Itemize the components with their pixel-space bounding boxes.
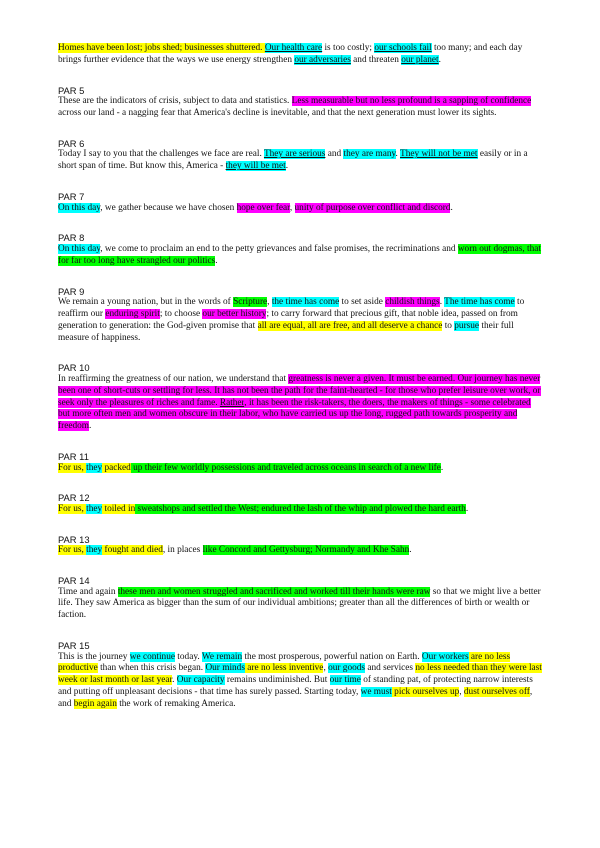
- paragraph-text: [58, 545, 542, 557]
- text-run: ,: [267, 297, 272, 308]
- highlighted-phrase: dust ourselves off: [463, 687, 530, 698]
- highlighted-phrase: enduring spirit: [105, 308, 160, 319]
- text-run: their full measure of happiness.: [58, 320, 514, 343]
- highlighted-phrase: pick ourselves up: [391, 687, 460, 698]
- paragraph-heading: PAR 13: [58, 533, 90, 545]
- text-run: and: [325, 149, 344, 160]
- text-run: .: [409, 545, 412, 556]
- paragraph-text: [58, 297, 542, 344]
- highlighted-phrase: worn out dogmas, that for far too long have strangled our politics: [58, 243, 541, 266]
- paragraph-heading: PAR 9: [58, 285, 85, 297]
- highlighted-phrase: they are many: [343, 149, 396, 160]
- text-run: Time and again: [58, 586, 118, 597]
- highlighted-phrase: fought and died: [102, 545, 163, 556]
- text-run: remains undiminished. But: [224, 675, 330, 686]
- highlighted-phrase: than they were last week or last month or last year: [58, 663, 542, 686]
- paragraph-block: [58, 286, 542, 345]
- paragraph-text: [58, 244, 542, 268]
- paragraph-heading: PAR 12: [58, 492, 90, 504]
- highlighted-phrase: We remain: [201, 651, 243, 662]
- highlighted-phrase: For us,: [58, 462, 87, 473]
- highlighted-phrase: our planet: [401, 54, 439, 65]
- paragraph-block: [58, 191, 542, 214]
- highlighted-phrase: The time has come: [444, 297, 515, 308]
- paragraph-text: [58, 149, 542, 173]
- highlighted-phrase: begin again: [73, 698, 117, 709]
- highlighted-phrase: our time: [329, 675, 361, 686]
- highlighted-phrase: On this day: [58, 202, 101, 213]
- highlighted-phrase: no less needed: [415, 663, 470, 674]
- highlighted-phrase: we continue: [129, 651, 175, 662]
- paragraph-block: [58, 85, 542, 120]
- highlighted-phrase: pursue: [454, 320, 480, 331]
- text-run: .: [465, 503, 469, 514]
- highlighted-phrase: they: [86, 545, 103, 556]
- highlighted-phrase: these men and women struggled and sacrificed and worked till their hands were raw: [117, 586, 431, 597]
- highlighted-phrase: Scripture: [233, 297, 268, 308]
- highlighted-phrase: For us,: [58, 503, 87, 514]
- paragraph-text: [58, 652, 542, 711]
- text-run: the work of remaking America.: [116, 698, 236, 709]
- text-run: ; to choose: [159, 308, 203, 319]
- text-run: to: [442, 320, 455, 331]
- paragraph-block: [58, 232, 542, 267]
- text-run: Today I say to you that the challenges we face are real.: [58, 149, 264, 160]
- text-run: .: [172, 675, 177, 686]
- text-run: , and: [58, 687, 533, 709]
- highlighted-phrase: On this day: [58, 243, 101, 254]
- highlighted-phrase: our adversaries: [294, 54, 351, 65]
- paragraph-block: [58, 492, 542, 515]
- text-run: so that we might live a better life. They saw America as bigger than the sum of our individual ambitions; greater than all the differences of birth or wealth or faction.: [58, 586, 541, 621]
- paragraph-heading: PAR 11: [58, 450, 89, 462]
- highlighted-phrase: hope over fear: [236, 202, 290, 213]
- highlighted-phrase: the time has come: [271, 297, 340, 308]
- highlighted-phrase: Rather: [219, 397, 245, 408]
- highlighted-phrase: our schools fail: [374, 43, 432, 53]
- highlighted-phrase: are no less productive: [58, 651, 511, 674]
- highlighted-phrase: They will not be met: [400, 149, 478, 160]
- highlighted-phrase: unity of purpose over conflict and discord: [294, 202, 451, 213]
- paragraph-heading: PAR 10: [58, 362, 90, 374]
- highlighted-phrase: They are serious: [263, 149, 326, 160]
- highlighted-phrase: all are equal, all are free, and all deserve a chance: [257, 320, 443, 331]
- text-run: In reaffirming the greatness of our nation, we understand that: [58, 373, 289, 384]
- highlighted-phrase: they: [86, 462, 103, 473]
- text-run: , in places: [162, 545, 203, 556]
- text-run: These are the indicators of crisis, subject to data and statistics.: [58, 96, 292, 107]
- text-run: We remain a young nation, but in the words of: [58, 297, 234, 308]
- text-run: .: [450, 202, 453, 213]
- highlighted-phrase: they: [86, 503, 103, 514]
- paragraph-heading: PAR 6: [58, 137, 85, 149]
- paragraph-heading: PAR 14: [58, 575, 90, 587]
- highlighted-phrase: we must: [360, 687, 392, 698]
- text-run: ; to carry forward that precious gift, that noble idea, passed on from generation to generation: the God-given promise that: [58, 308, 518, 331]
- paragraph-text: [58, 43, 542, 67]
- text-run: and threaten: [350, 54, 402, 65]
- paragraph-text: [58, 374, 542, 433]
- highlighted-phrase: childish things: [385, 297, 440, 308]
- text-run: .: [215, 255, 218, 266]
- highlighted-phrase: Homes have been lost; jobs shed; businesses shuttered.: [58, 43, 265, 53]
- text-run: ,: [459, 687, 464, 698]
- paragraph-text: [58, 463, 542, 475]
- text-run: This is the journey: [58, 651, 130, 662]
- text-run: .: [438, 54, 441, 65]
- highlighted-phrase: Our workers: [421, 651, 469, 662]
- text-run: easily or in a short span of time. But know this, America -: [58, 149, 528, 172]
- text-run: too many; and each day brings further evidence that the ways we use energy strengthen: [58, 43, 523, 65]
- paragraph-heading: PAR 7: [58, 190, 85, 202]
- text-run: to set aside: [339, 297, 386, 308]
- document-body: [58, 43, 542, 729]
- paragraph-text: [58, 504, 542, 516]
- highlighted-phrase: are no less inventive: [244, 663, 324, 674]
- paragraph-block: [58, 362, 542, 433]
- highlighted-phrase: Less measurable but no less profound is a sapping of confidence: [291, 96, 532, 107]
- paragraph-text: [58, 96, 542, 120]
- text-run: to reaffirm our: [58, 297, 525, 319]
- paragraph-heading: PAR 15: [58, 640, 90, 652]
- paragraph-heading: PAR 5: [58, 84, 85, 96]
- highlighted-phrase: Our capacity: [176, 675, 225, 686]
- text-run: .: [440, 462, 444, 473]
- text-run: , we come to proclaim an end to the petty grievances and false promises, the recriminations and: [100, 243, 458, 254]
- highlighted-phrase: greatness is never a given. It must be earned. Our journey has never been one of short-cuts or settling for less. It has not been the path for the faint-hearted - for those who prefer leisure over work, or seek only the pleasures of riches and fame.: [58, 373, 541, 408]
- paragraph-block: [58, 575, 542, 622]
- highlighted-phrase: toiled in: [102, 503, 136, 514]
- highlighted-phrase: up their few worldly possessions and traveled across oceans in search of a new life: [130, 462, 441, 473]
- paragraph-block: [58, 138, 542, 173]
- text-run: and services: [365, 663, 416, 674]
- paragraph-text: [58, 587, 542, 622]
- text-run: ,: [323, 663, 329, 674]
- paragraph-heading: PAR 8: [58, 232, 85, 244]
- text-run: across our land - a nagging fear that America's decline is inevitable, and that the next generation must lower its sights.: [58, 107, 497, 118]
- text-run: ,: [289, 202, 295, 213]
- text-run: of standing pat, of protecting narrow interests and putting off unpleasant decisions - that time has surely passed. Starting today,: [58, 675, 533, 698]
- paragraph-block: [58, 451, 542, 474]
- paragraph-block: [58, 534, 542, 557]
- highlighted-phrase: Our minds: [205, 663, 245, 674]
- text-run: than when this crisis began.: [97, 663, 206, 674]
- highlighted-phrase: our goods: [328, 663, 366, 674]
- text-run: .: [88, 421, 92, 432]
- highlighted-phrase: our better history: [202, 308, 267, 319]
- text-run: the most prosperous, powerful nation on Earth.: [242, 651, 422, 662]
- text-run: is too costly;: [322, 43, 375, 53]
- text-run: .: [439, 297, 445, 308]
- highlighted-phrase: packed: [102, 462, 131, 473]
- highlighted-phrase: Our health care: [264, 43, 323, 53]
- text-run: .: [395, 149, 401, 160]
- text-run: today.: [174, 651, 202, 662]
- text-run: .: [285, 161, 289, 172]
- highlighted-phrase: they will be met: [225, 161, 286, 172]
- text-run: , we gather because we have chosen: [100, 202, 237, 213]
- paragraph-block: [58, 640, 542, 711]
- paragraph-block: [58, 43, 542, 67]
- highlighted-phrase: For us,: [58, 545, 87, 556]
- highlighted-phrase: sweatshops and settled the West; endured the lash of the whip and plowed the hard earth: [135, 503, 466, 514]
- highlighted-phrase: , it has been the risk-takers, the doers, the makers of things - some celebrated but more often men and women obscure in their labor, who have carried us up the long, rugged path towards prosperity and freedom: [58, 397, 531, 432]
- highlighted-phrase: like Concord and Gettysburg; Normandy and Khe Sahn: [202, 545, 410, 556]
- paragraph-text: [58, 203, 542, 215]
